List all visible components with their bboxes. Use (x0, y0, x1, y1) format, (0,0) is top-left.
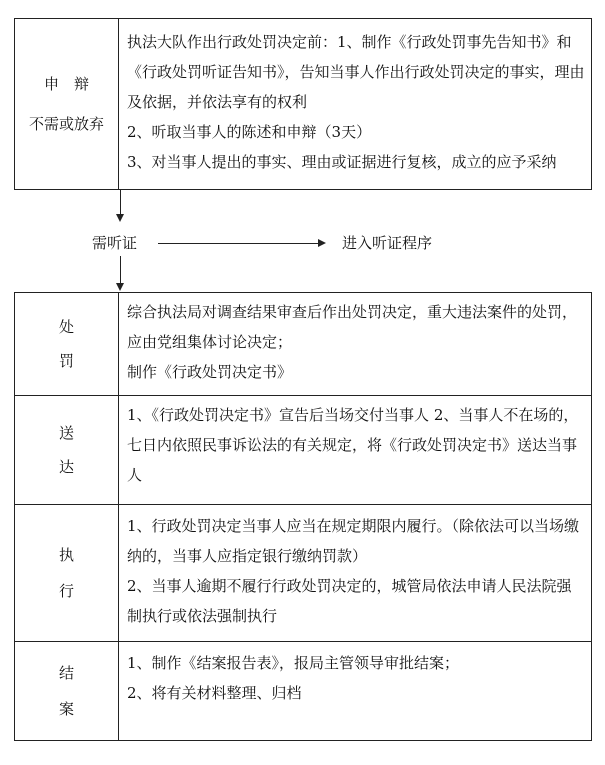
delivery-label (15, 396, 119, 504)
closing-row (14, 641, 592, 741)
defense-paragraph-2: 2、听取当事人的陈述和申辩（3天） (127, 123, 372, 141)
penalty-paragraph-1: 综合执法局对调查结果审查后作出处罚决定，重大违法案件的处罚，应由党组集体讨论决定； (127, 303, 578, 351)
execution-paragraph-1: 1、行政处罚决定当事人应当在规定期限内履行。（除依法可以当场缴纳的，当事人应指定银行缴纳罚款） (127, 517, 580, 565)
penalty-label (15, 293, 119, 395)
defense-paragraph-1: 执法大队作出行政处罚决定前：1、制作《行政处罚事先告知书》和《行政处罚听证告知书》，告知当事人作出行政处罚决定的事实，理由及依据，并依法享有的权利 (127, 33, 585, 111)
hearing-arrow-head (318, 239, 326, 247)
defense-label (15, 19, 119, 189)
closing-label (15, 642, 119, 740)
flow-arrow-2 (116, 283, 124, 291)
flow-arrow-1 (116, 214, 124, 222)
closing-paragraph-2: 2、将有关材料整理、归档 (127, 684, 302, 702)
penalty-content (119, 293, 591, 395)
delivery-row (14, 395, 592, 505)
execution-label (15, 505, 119, 641)
delivery-label-line-2: 达 (58, 458, 74, 476)
hearing-arrow-line (158, 243, 318, 244)
execution-label-line-2: 行 (58, 582, 74, 600)
penalty-row (14, 292, 592, 396)
execution-label-line-1: 执 (58, 546, 74, 564)
closing-paragraph-1: 1、制作《结案报告表》，报局主管领导审批结案； (127, 654, 460, 672)
hearing-needed-text: 需听证 (92, 234, 138, 252)
flow-line-2 (120, 256, 121, 284)
defense-row (14, 18, 592, 190)
defense-label-line-2: 不需或放弃 (28, 115, 104, 133)
delivery-content (119, 396, 591, 504)
closing-content (119, 642, 591, 740)
delivery-paragraph-1: 1、《行政处罚决定书》宣告后当场交付当事人 2、当事人不在场的，七日内依照民事诉讼法的有关规定，将《行政处罚决定书》送达当事人 (127, 406, 579, 484)
execution-row (14, 504, 592, 642)
closing-label-line-1: 结 (58, 664, 74, 682)
defense-paragraph-3: 3、对当事人提出的事实、理由或证据进行复核，成立的应予采纳 (127, 153, 557, 171)
execution-paragraph-2: 2、当事人逾期不履行行政处罚决定的，城管局依法申请人民法院强制执行或依法强制执行 (127, 577, 572, 625)
hearing-procedure-text: 进入听证程序 (342, 234, 433, 252)
delivery-label-line-1: 送 (58, 424, 74, 442)
defense-label-line-1: 申 辩 (43, 75, 89, 93)
penalty-paragraph-2: 制作《行政处罚决定书》 (127, 363, 293, 381)
execution-content (119, 505, 591, 641)
penalty-label-line-1: 处 (58, 318, 74, 336)
defense-content (119, 19, 591, 189)
penalty-label-line-2: 罚 (58, 352, 74, 370)
closing-label-line-2: 案 (58, 700, 74, 718)
flow-line-1 (120, 190, 121, 216)
